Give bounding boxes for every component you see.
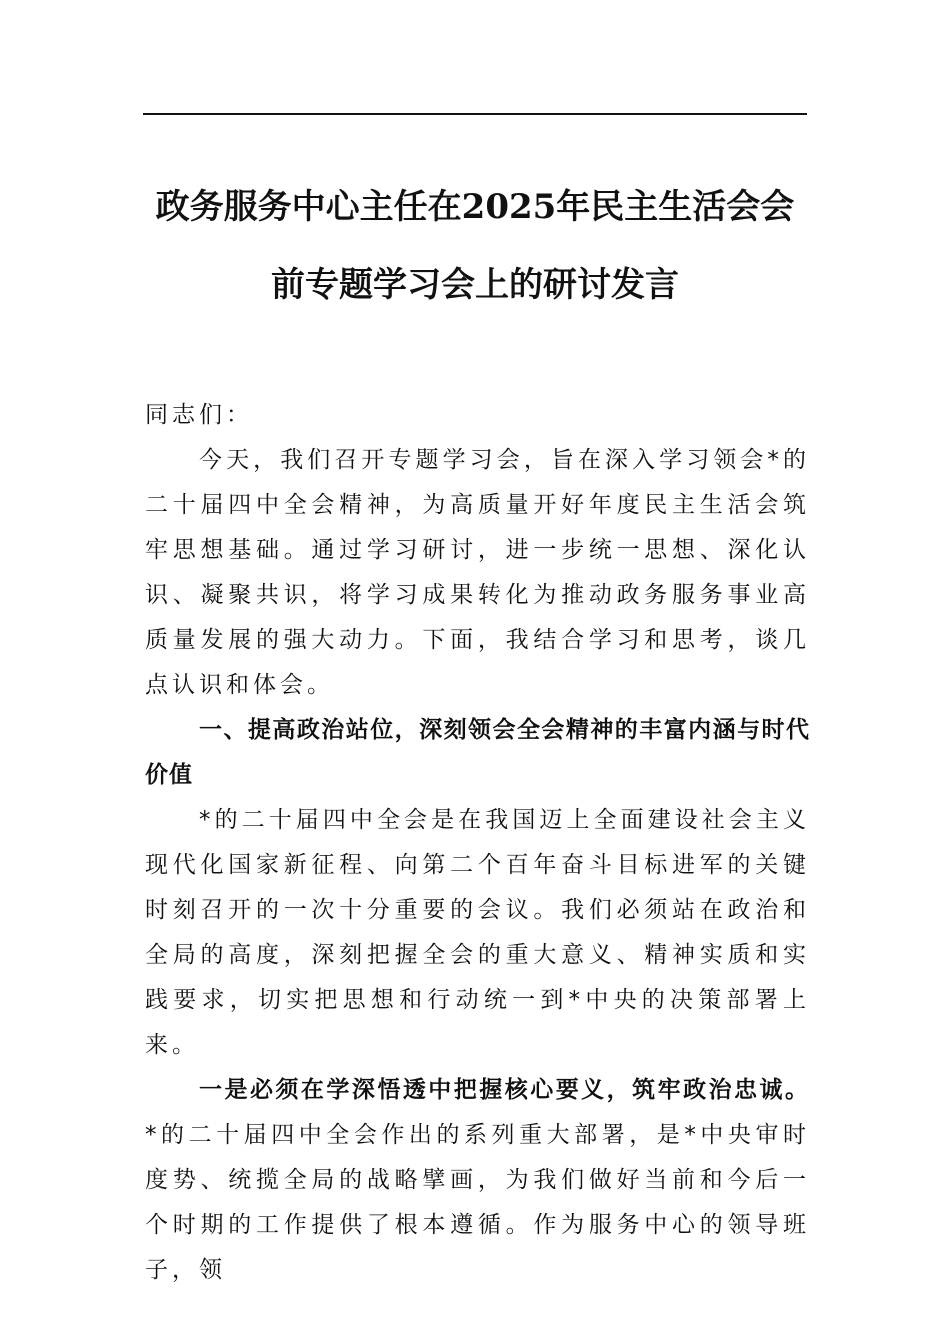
section-1-paragraph: *的二十届四中全会是在我国迈上全面建设社会主义现代化国家新征程、向第二个百年奋斗目标进军的关键时刻召开的一次十分重要的会议。我们必须站在政治和全局的高度，深刻把握全会的重大意义、精神实质和实践要求，切实把思想和行动统一到*中央的决策部署上来。 (145, 807, 810, 1058)
document-body (145, 393, 810, 1293)
point-1-body: *的二十届四中全会作出的系列重大部署，是*中央审时度势、统揽全局的战略擘画，为我们做好当前和今后一个时期的工作提供了根本遵循。作为服务中心的领导班子，领 (145, 1122, 810, 1283)
title-line-1: 政务服务中心主任在2025年民主生活会会 (155, 187, 795, 227)
document-title (120, 168, 830, 324)
point-1-lead: 一是必须在学深悟透中把握核心要义，筑牢政治忠诚。 (199, 1077, 810, 1103)
salutation: 同志们： (145, 402, 253, 428)
point-1-paragraph (145, 1068, 810, 1293)
section-1-heading: 一、提高政治站位，深刻领会全会精神的丰富内涵与时代价值 (145, 717, 810, 788)
title-line-2: 前专题学习会上的研讨发言 (271, 265, 679, 305)
intro-paragraph: 今天，我们召开专题学习会，旨在深入学习领会*的二十届四中全会精神，为高质量开好年度民主生活会筑牢思想基础。通过学习研讨，进一步统一思想、深化认识、凝聚共识，将学习成果转化为推动政务服务事业高质量发展的强大动力。下面，我结合学习和思考，谈几点认识和体会。 (145, 447, 810, 698)
header-rule (143, 113, 807, 115)
